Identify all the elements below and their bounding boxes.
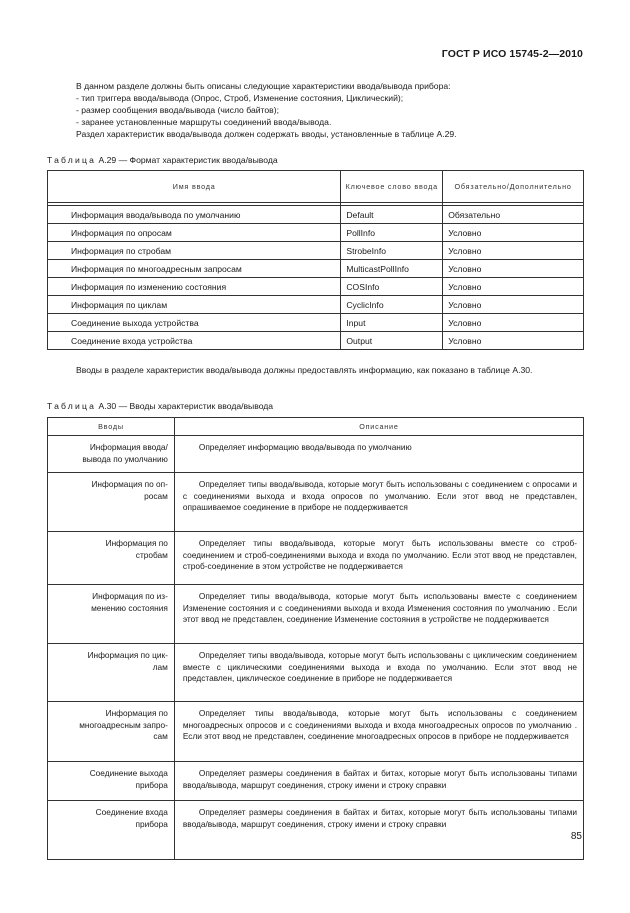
entry-name-line: стробам [135,549,168,560]
table-row [48,296,584,314]
table-cell: Информация по опросам [48,224,341,242]
table-cell: Информация по циклам [48,296,341,314]
table-cell: CyclicInfo [341,296,443,314]
table-header-row [48,171,584,203]
entry-name-cell [48,532,175,585]
table-row [48,332,584,350]
table-cell: Условно [443,314,584,332]
table-row [48,260,584,278]
entry-name-cell [48,762,175,801]
entry-name-line: Информация по из- [92,591,168,601]
table-header-row [48,418,584,436]
table-row [48,242,584,260]
entry-name-line: прибора [135,779,168,790]
column-header: Описание [174,418,583,436]
entry-description-cell: Определяет размеры соединения в байтах и битах, которые могут быть использованы типами ввода/вывода, маршрут соединения, строку имени и строку справки [174,762,583,801]
column-header: Обязательно/Дополнительно [443,171,584,203]
table-row [48,314,584,332]
table-cell: Обязательно [443,206,584,224]
table-cell: StrobeInfo [341,242,443,260]
entry-name-cell [48,801,175,860]
entry-name-line: прибора [135,818,168,829]
paragraph: Вводы в разделе характеристик ввода/вывода должны предоставлять информацию, как показано в таблице А.30. [76,365,533,375]
table-cell: COSInfo [341,278,443,296]
table-cell: Соединение входа устройства [48,332,341,350]
table-cell: Условно [443,260,584,278]
entry-name-line: Информация по цик- [87,650,168,660]
table-cell: Информация ввода/вывода по умолчанию [48,206,341,224]
entry-name-cell [48,585,175,644]
entry-name-line: Соединение выхода [89,768,168,778]
entry-name-cell [48,644,175,702]
intro-line: Раздел характеристик ввода/вывода должен содержать вводы, установленные в таблице А.29. [76,129,457,139]
table-row [48,473,584,532]
entry-description-cell: Определяет типы ввода/вывода, которые могут быть использованы с циклическим соединением вместе с циклическими соединениями выхода и входа по умолчанию. Если этот ввод не представлен, циклическое соединение в приборе не поддерживается [174,644,583,702]
entry-description-cell: Определяет типы ввода/вывода, которые могут быть использованы с соединением многоадресных опросов и с соединениями выхода и входа многоадресных опросов по умолчанию . Если этот ввод не представлен, соединение многоадресных опросов в приборе не поддерживается [174,702,583,762]
entry-description-cell: Определяет информацию ввода/вывода по умолчанию [174,436,583,473]
entry-name-cell [48,473,175,532]
caption-word: Таблица [47,401,97,411]
column-header: Вводы [48,418,175,436]
table-cell: Input [341,314,443,332]
entry-name-line: лам [152,661,168,672]
table-a29-caption [47,155,278,165]
table-row [48,532,584,585]
entry-name-line: росам [144,490,168,501]
entry-description-cell: Определяет типы ввода/вывода, которые могут быть использованы вместе с соединением Изменение состояния и с соединениями выхода и входа Изменения состояния по умолчанию . Если этот ввод не представлен, соединение Изменение состояния в устройстве не поддерживается [174,585,583,644]
table-row [48,585,584,644]
entry-name-cell [48,702,175,762]
table-cell: Условно [443,278,584,296]
table-row [48,206,584,224]
table-cell: Output [341,332,443,350]
entry-name-line: Информация по оп- [91,479,168,489]
table-cell: Информация по многоадресным запросам [48,260,341,278]
entry-description-cell: Определяет типы ввода/вывода, которые могут быть использованы вместе со строб-соединением и строб-соединениями выхода и входа по умолчанию. Если этот ввод не представлен, строб-соединение в этом устройстве не поддерживается [174,532,583,585]
table-row [48,224,584,242]
column-header: Имя ввода [48,171,341,203]
entry-name-cell [48,436,175,473]
table-cell: Условно [443,242,584,260]
entry-name-line: менению состояния [91,602,168,613]
entry-name-line: Информация по [105,708,168,718]
table-body [48,206,584,350]
document-header: ГОСТ Р ИСО 15745-2—2010 [441,48,583,60]
intro-line: - размер сообщения ввода/вывода (число байтов); [76,105,279,115]
entry-name-line: Информация по [105,538,168,548]
column-header: Ключевое слово ввода [341,171,443,203]
intro-line: - заранее установленные маршруты соединений ввода/вывода. [76,117,332,127]
table-body [48,436,584,860]
table-cell: Условно [443,296,584,314]
entry-name-line: многоадресным запро- [79,719,168,730]
table-cell: PollInfo [341,224,443,242]
table-a30 [47,417,584,860]
table-a30-caption [47,401,273,411]
table-cell: Условно [443,332,584,350]
table-a29 [47,170,584,350]
table-cell: Default [341,206,443,224]
entry-name-line: сам [153,731,168,742]
caption-word: Таблица [47,155,97,165]
intro-line: - тип триггера ввода/вывода (Опрос, Строб, Изменение состояния, Циклический); [76,93,404,103]
table-row [48,278,584,296]
table-cell: Информация по стробам [48,242,341,260]
entry-name-line: Соединение входа [95,807,168,817]
table-row [48,801,584,860]
entry-name-line: вывода по умолчанию [82,453,168,464]
intro-line: В данном разделе должны быть описаны следующие характеристики ввода/вывода прибора: [76,81,451,91]
caption-title: А.30 — Вводы характеристик ввода/вывода [96,401,274,411]
table-cell: Условно [443,224,584,242]
entry-description-cell: Определяет типы ввода/вывода, которые могут быть использованы с соединением с опросами и с соединениями выхода и входа опросов по умолчанию. Если этот ввод не представлен, опрашиваемое соединение в приборе не поддерживается [174,473,583,532]
table-cell: MulticastPollInfo [341,260,443,278]
table-cell: Информация по изменению состояния [48,278,341,296]
table-cell: Соединение выхода устройства [48,314,341,332]
page-number: 85 [570,831,582,842]
caption-title: А.29 — Формат характеристик ввода/вывода [96,155,278,165]
intro-text [76,80,581,140]
entry-name-line: Информация ввода/ [89,442,168,452]
entry-description-cell: Определяет размеры соединения в байтах и битах, которые могут быть использованы типами ввода/вывода, маршрут соединения, строку имени и строку справки [174,801,583,860]
table-row [48,644,584,702]
table-row [48,702,584,762]
table-row [48,762,584,801]
table-row [48,436,584,473]
